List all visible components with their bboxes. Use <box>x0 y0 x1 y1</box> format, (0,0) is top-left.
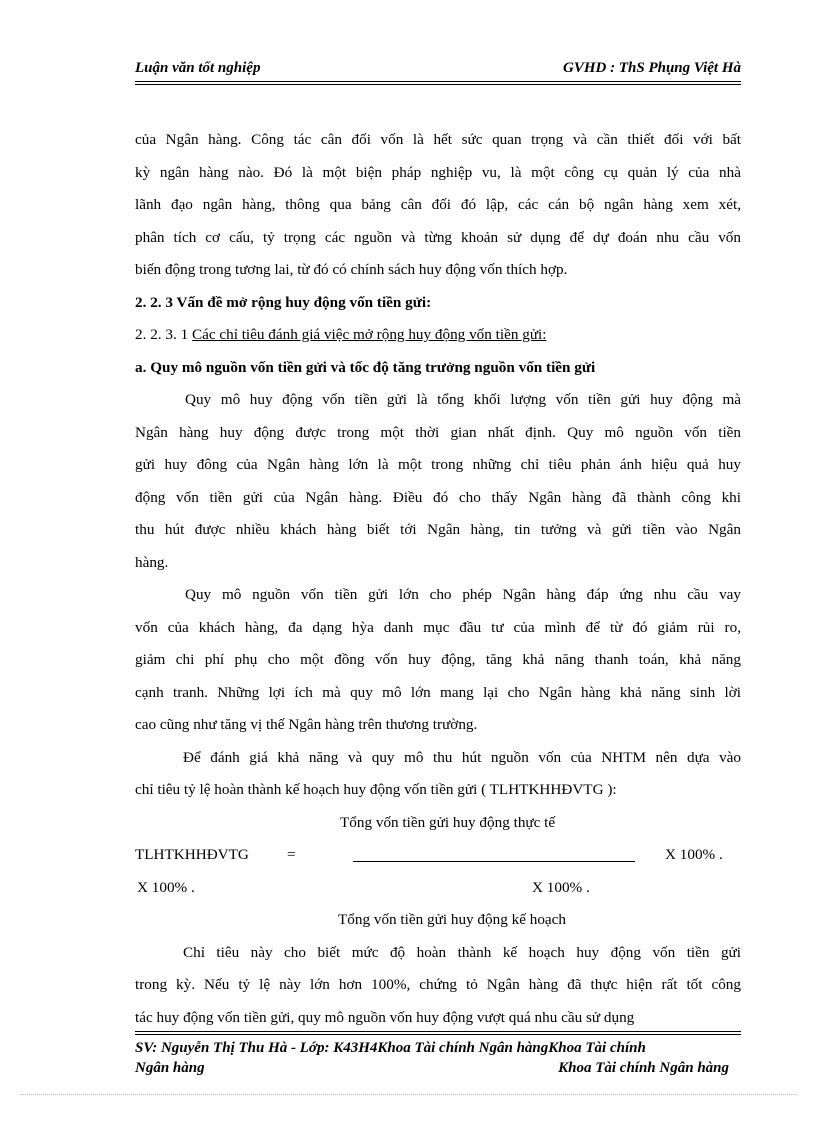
formula-fraction-bar <box>353 861 635 862</box>
paragraph-line: thu hút được nhiều khách hàng biết tới Ngân hàng, tin tưởng và gửi tiền vào Ngân <box>135 521 741 538</box>
paragraph-line: cạnh tranh. Những lợi ích mà quy mô lớn mang lại cho Ngân hàng khả năng sinh lời <box>135 683 741 701</box>
formula-lhs: TLHTKHHĐVTG <box>135 846 249 863</box>
formula-multiplier-left: X 100% . <box>137 878 195 896</box>
paragraph-line: lãnh đạo ngân hàng, thông qua bảng cân đối đó lập, các cán bộ ngân hàng xem xét, <box>135 196 741 213</box>
header-title: Luận văn tốt nghiệp <box>135 60 261 76</box>
paragraph-line: giảm chi phí phụ cho một đồng vốn huy động, tăng khả năng thanh toán, khả năng <box>135 651 741 668</box>
formula-main-row <box>135 839 741 872</box>
paragraph-line: Ngân hàng huy động được trong một thời gian nhất định. Quy mô nguồn vốn tiền <box>135 423 741 441</box>
paragraph-line: trong kỳ. Nếu tỷ lệ này lớn hơn 100%, chứng tỏ Ngân hàng đã thực hiện rất tốt công <box>135 976 741 993</box>
paragraph-line: chỉ tiêu tỷ lệ hoàn thành kế hoạch huy động vốn tiền gửi ( TLHTKHHĐVTG ): <box>135 781 617 798</box>
footer-dept-line <box>135 1058 741 1078</box>
paragraph-line: gửi huy đông của Ngân hàng lớn là một trong những chỉ tiêu phản ánh hiệu quả huy <box>135 456 741 473</box>
formula-denominator-row <box>135 904 741 937</box>
page-bottom-dotted-rule <box>20 1094 796 1095</box>
paragraph-line: động vốn tiền gửi của Ngân hàng. Điều đó cho thấy Ngân hàng đã thành công khi <box>135 488 741 506</box>
paragraph-line: tác huy động vốn tiền gửi, quy mô nguồn vốn huy động vượt quá nhu cầu sử dụng <box>135 1008 635 1026</box>
page-footer <box>135 1038 741 1078</box>
page-header <box>135 60 741 82</box>
paragraph-line: cao cũng như tăng vị thế Ngân hàng trên thương trường. <box>135 716 478 733</box>
formula-denominator: Tổng vốn tiền gửi huy động kế hoạch <box>338 911 566 928</box>
formula-multiplier: X 100% . <box>665 846 723 863</box>
document-body <box>135 124 741 1034</box>
formula-multiplier-mid: X 100% . <box>532 878 590 896</box>
paragraph-line: biến động trong tương lai, từ đó có chính sách huy động vốn thích hợp. <box>135 261 568 278</box>
formula-repeat-row <box>135 872 741 905</box>
footer-dept-left: Ngân hàng <box>135 1060 205 1076</box>
section-title: Các chỉ tiêu đánh giá việc mở rộng huy động vốn tiền gửi: <box>191 326 547 343</box>
paragraph-line: của Ngân hàng. Công tác cân đối vốn là hết sức quan trọng và cần thiết đối với bất <box>135 131 741 148</box>
header-rule-secondary <box>135 84 741 85</box>
footer-student-line: SV: Nguyễn Thị Thu Hà - Lớp: K43H4Khoa Tài chính Ngân hàngKhoa Tài chính <box>135 1040 646 1056</box>
paragraph-line: kỳ ngân hàng nào. Đó là một biện pháp nghiệp vu, là một công cụ quản lý của nhà <box>135 163 741 181</box>
paragraph-line: Chỉ tiêu này cho biết mức độ hoàn thành kế hoạch huy động vốn tiền gửi <box>183 943 741 961</box>
header-rule <box>135 81 741 82</box>
section-number: 2. 2. 3. 1 <box>135 326 192 343</box>
formula-numerator: Tổng vốn tiền gửi huy động thực tế <box>340 813 556 831</box>
footer-rule <box>135 1031 741 1032</box>
header-supervisor: GVHD : ThS Phụng Việt Hà <box>563 60 741 76</box>
subsection-heading-a: a. Quy mô nguồn vốn tiền gửi và tốc độ tăng trưởng nguồn vốn tiền gửi <box>135 358 596 376</box>
footer-rule-secondary <box>135 1034 741 1035</box>
paragraph-line: Để đánh giá khả năng và quy mô thu hút nguồn vốn của NHTM nên dựa vào <box>183 748 741 766</box>
paragraph-line: phân tích cơ cấu, tỷ trọng các nguồn và từng khoản sử dụng để dự đoán nhu cầu vốn <box>135 228 741 246</box>
formula-numerator-row <box>135 807 741 840</box>
paragraph-line: hàng. <box>135 553 169 571</box>
footer-dept-right: Khoa Tài chính Ngân hàng <box>558 1060 729 1076</box>
paragraph-line: vốn của khách hàng, đa dạng hỳa danh mục đầu tư của mình để từ đó giảm rủi ro, <box>135 618 741 636</box>
paragraph-line: Quy mô nguồn vốn tiền gửi lớn cho phép Ngân hàng đáp ứng nhu cầu vay <box>185 586 741 603</box>
formula-equals: = <box>287 846 296 863</box>
section-heading-2-2-3-1 <box>135 319 741 352</box>
section-heading-2-2-3: 2. 2. 3 Vấn đề mở rộng huy động vốn tiền gửi: <box>135 293 432 311</box>
paragraph-line: Quy mô huy động vốn tiền gửi là tổng khối lượng vốn tiền gửi huy động mà <box>185 391 741 408</box>
